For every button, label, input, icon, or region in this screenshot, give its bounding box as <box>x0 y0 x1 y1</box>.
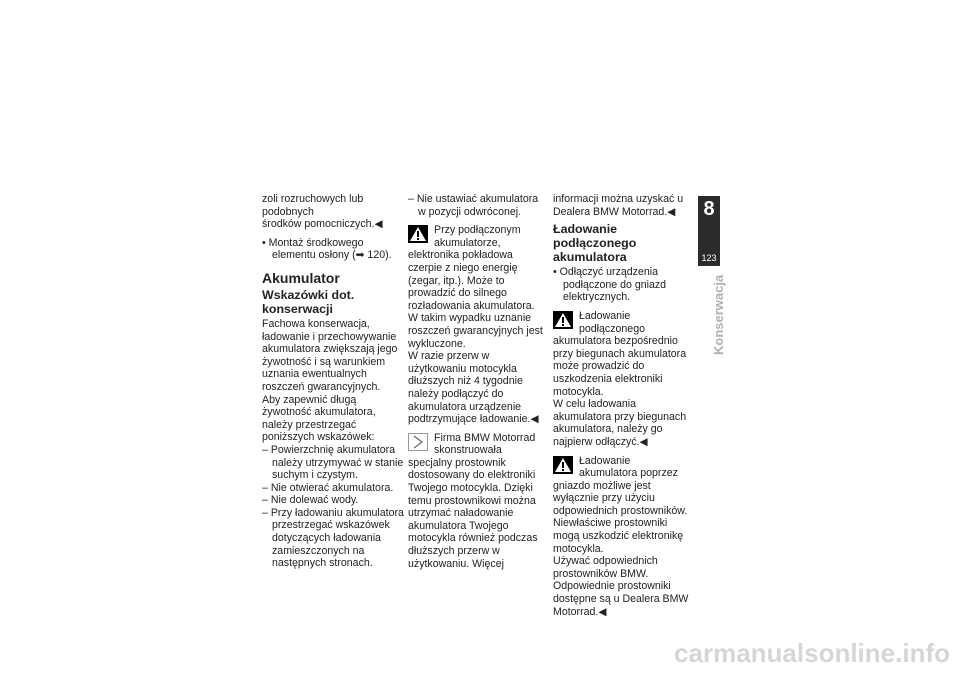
note-block-1 <box>408 432 546 571</box>
paragraph-1: Fachowa konserwacja, ładowanie i przechowywanie akumulatora zwiększają jego żywotność i są warunkiem uznania ewentualnych roszczeń gwarancyjnych. <box>262 317 398 393</box>
warning-block-1 <box>408 224 546 426</box>
bullet-item-2: • Odłączyć urządzenia podłączone do gniazd elektrycznych. <box>553 266 667 304</box>
continuation-text: informacji można uzyskać u Dealera BMW Motorrad.◀ <box>553 193 684 218</box>
heading-ladowanie: Ładowanie podłączonego akumulatora <box>553 222 637 265</box>
watermark: carmanualsonline.info <box>674 638 950 668</box>
intro-line-1: zoli rozruchowych lub podobnych <box>262 193 364 218</box>
dash-item-4: – Przy ładowaniu akumulatora przestrzegać wskazówek dotyczących ładowania zamieszczonych na następnych stronach. <box>262 506 404 570</box>
warning-text-3b: Używać odpowiednich prostowników BMW. Odpowiednie prostowniki dostępne są u Dealera BMW Motorrad.◀ <box>553 555 689 618</box>
dash-item-5: – Nie ustawiać akumulatora w pozycji odwróconej. <box>408 193 539 218</box>
info-arrow-icon <box>408 433 428 451</box>
bullet-item: • Montaż środkowego elementu osłony (➡ 120). <box>262 236 392 262</box>
warning-text-2: Ładowanie podłączonego akumulatora bezpośrednio przy biegunach akumulatora może prowadzić do uszkodzenia elektroniki motocykla. <box>553 309 687 398</box>
page-number: 123 <box>701 253 717 263</box>
intro-line-2: środków pomocniczych.◀ <box>262 218 383 231</box>
warning-text-1: Przy podłączonym akumulatorze, elektronika pokładowa czerpie z niego energię (zegar, itp.). Może to prowadzić do silnego rozładowania akumulatora. W takim wypadku uznanie roszczeń gwarancyjnych jest wykluczone. <box>408 224 543 350</box>
heading-akumulator: Akumulator <box>262 269 340 286</box>
warning-triangle-icon <box>408 225 428 243</box>
heading-wskazowki: Wskazówki dot. konserwacji <box>262 287 355 316</box>
warning-block-2 <box>553 310 691 449</box>
dash-item-1: – Powierzchnię akumulatora należy utrzymywać w stanie suchym i czystym. <box>262 443 404 482</box>
paragraph-2: Aby zapewnić długą żywotność akumulatora, należy przestrzegać poniższych wskazówek: <box>262 393 376 444</box>
warning-text-3: Ładowanie akumulatora poprzez gniazdo możliwe jest wyłącznie przy użyciu odpowiednich prostowników. Niewłaściwe prostowniki mogą uszkodzić elektronikę motocykla. <box>553 454 688 555</box>
column-2 <box>408 193 546 570</box>
warning-text-2b: W celu ładowania akumulatora przy biegunach akumulatora, należy go najpierw odłączyć.◀ <box>553 398 687 448</box>
note-text-1: Firma BMW Motorrad skonstruowała specjalny prostownik dostosowany do elektroniki Twojego motocykla. Dzięki temu prostownikowi można utrzymać naładowanie akumulatora Twojego motocykla również podczas dłuższych przerw w użytkowaniu. Więcej <box>408 431 538 570</box>
column-1 <box>262 193 404 570</box>
chapter-tab <box>698 196 720 266</box>
warning-triangle-icon <box>553 456 573 474</box>
warning-block-3 <box>553 455 691 619</box>
dash-item-3: – Nie dolewać wody. <box>262 494 359 507</box>
warning-text-1b: W razie przerw w użytkowaniu motocykla dłuższych niż 4 tygodnie należy podłączyć do akumulatora urządzenie podtrzymujące ładowanie.◀ <box>408 350 539 426</box>
column-3 <box>553 193 691 618</box>
dash-item-2: – Nie otwierać akumulatora. <box>262 481 394 494</box>
chapter-number: 8 <box>703 198 715 220</box>
chapter-title-vertical: Konserwacja <box>711 274 726 355</box>
warning-triangle-icon <box>553 311 573 329</box>
